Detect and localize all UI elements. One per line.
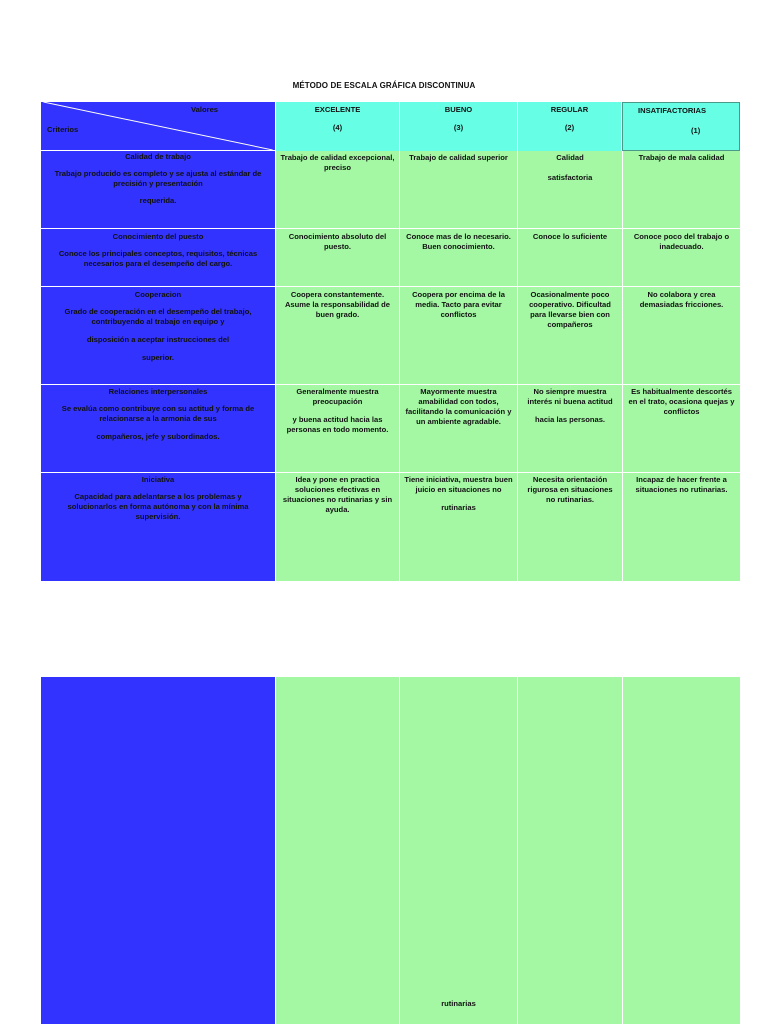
header-col-name: REGULAR — [550, 105, 589, 114]
value-text: Trabajo de mala calidad — [638, 153, 725, 162]
criterion-cell — [41, 151, 275, 229]
criterion-title: Relaciones interpersonales — [108, 387, 208, 396]
header-col-name: BUENO — [444, 105, 473, 114]
value-text: Conoce mas de lo necesario. Buen conocimiento. — [406, 232, 511, 252]
value-cell — [399, 229, 517, 287]
value-cell — [275, 473, 399, 581]
value-cell — [622, 385, 740, 473]
value-cell — [275, 287, 399, 385]
value-cell — [622, 229, 740, 287]
value-text: Conoce lo suficiente — [532, 232, 608, 241]
header-col-score: (3) — [453, 123, 464, 133]
criterion-description: superior. — [141, 353, 175, 363]
value-text: Conocimiento absoluto del puesto. — [288, 232, 387, 252]
value-text: satisfactoria — [547, 173, 593, 183]
value-text: y buena actitud hacia las personas en todo momento. — [286, 415, 389, 435]
value-cell — [399, 287, 517, 385]
value-text: No colabora y crea demasiadas fricciones. — [639, 290, 724, 310]
criterion-description: Conoce los principales conceptos, requisitos, técnicas necesarios para el desempeño del cargo. — [58, 249, 258, 269]
criterion-title: Iniciativa — [141, 475, 175, 484]
criterion-description: requerida. — [139, 196, 177, 206]
header-col-score: (4) — [332, 123, 343, 133]
header-col-name: INSATIFACTORIAS — [638, 106, 707, 115]
continuation-value-cell — [517, 677, 622, 1024]
header-criterios-label: Criterios — [47, 125, 79, 134]
header-corner-cell — [41, 102, 275, 151]
value-text: Idea y pone en practica soluciones efectivas en situaciones no rutinarias y sin ayuda. — [282, 475, 393, 515]
value-cell — [275, 229, 399, 287]
value-text: rutinarias — [441, 503, 476, 513]
value-cell — [517, 151, 622, 229]
criterion-description: compañeros, jefe y subordinados. — [96, 432, 220, 442]
value-text: Incapaz de hacer frente a situaciones no rutinarias. — [635, 475, 728, 495]
value-text: Coopera constantemente. Asume la responsabilidad de buen grado. — [284, 290, 391, 320]
value-text: Necesita orientación rigurosa en situaciones no rutinarias. — [527, 475, 613, 505]
criterion-description: Se evalúa como contribuye con su actitud y forma de relacionarse a la armonia de sus — [61, 404, 255, 424]
value-cell — [399, 473, 517, 581]
continuation-value-cell — [622, 677, 740, 1024]
criterion-cell — [41, 473, 275, 581]
criterion-cell — [41, 229, 275, 287]
value-cell — [622, 151, 740, 229]
criterion-cell — [41, 287, 275, 385]
header-col-regular — [517, 102, 621, 151]
criterion-title: Conocimiento del puesto — [112, 232, 204, 241]
header-col-bueno — [399, 102, 517, 151]
value-text: Trabajo de calidad excepcional, preciso — [280, 153, 395, 173]
value-text: Tiene iniciativa, muestra buen juicio en situaciones no — [404, 475, 513, 495]
criterion-cell — [41, 385, 275, 473]
header-col-score: (2) — [564, 123, 575, 133]
criterion-description: Capacidad para adelantarse a los problemas y solucionarlos en forma autónoma y con la mínima supervisión. — [67, 492, 249, 522]
value-text: Ocasionalmente poco cooperativo. Dificultad para llevarse bien con compañeros — [529, 290, 611, 330]
value-cell — [399, 151, 517, 229]
page-title: MÉTODO DE ESCALA GRÁFICA DISCONTINUA — [292, 81, 476, 90]
value-cell — [622, 473, 740, 581]
value-text: Mayormente muestra amabilidad con todos, facilitando la comunicación y un ambiente agradable. — [405, 387, 512, 427]
value-cell — [517, 287, 622, 385]
value-text: Trabajo de calidad superior — [409, 153, 508, 162]
header-col-name: EXCELENTE — [314, 105, 361, 114]
header-col-insatifactorias — [622, 102, 740, 151]
continuation-value-cell — [399, 677, 517, 1024]
value-cell — [622, 287, 740, 385]
criterion-title: Cooperacion — [134, 290, 182, 299]
continuation-value-cell — [275, 677, 399, 1024]
criterion-title: Calidad de trabajo — [125, 152, 191, 161]
value-cell — [275, 151, 399, 229]
header-col-excelente — [275, 102, 399, 151]
value-text: Es habitualmente descortés en el trato, ocasiona quejas y conflictos — [628, 387, 735, 417]
value-text: Generalmente muestra preocupación — [296, 387, 379, 407]
continuation-bueno-text: rutinarias — [441, 999, 476, 1008]
value-cell — [275, 385, 399, 473]
value-cell — [517, 229, 622, 287]
criterion-description: Trabajo producido es completo y se ajusta al estándar de precisión y presentación — [54, 169, 262, 189]
value-text: Conoce poco del trabajo o inadecuado. — [633, 232, 730, 252]
value-text: No siempre muestra interés ni buena actitud — [527, 387, 613, 407]
value-cell — [517, 473, 622, 581]
value-text: Coopera por encima de la media. Tacto para evitar conflictos — [412, 290, 505, 320]
criterion-description: Grado de cooperación en el desempeño del trabajo, contribuyendo al trabajo en equipo y — [64, 307, 252, 327]
value-cell — [399, 385, 517, 473]
header-valores-label: Valores — [191, 105, 219, 114]
value-cell — [517, 385, 622, 473]
value-text: Calidad — [556, 153, 584, 162]
continuation-criterion-cell — [41, 677, 275, 1024]
value-text: hacia las personas. — [534, 415, 606, 425]
criterion-description: disposición a aceptar instrucciones del — [86, 335, 230, 345]
header-col-score: (1) — [691, 126, 701, 135]
